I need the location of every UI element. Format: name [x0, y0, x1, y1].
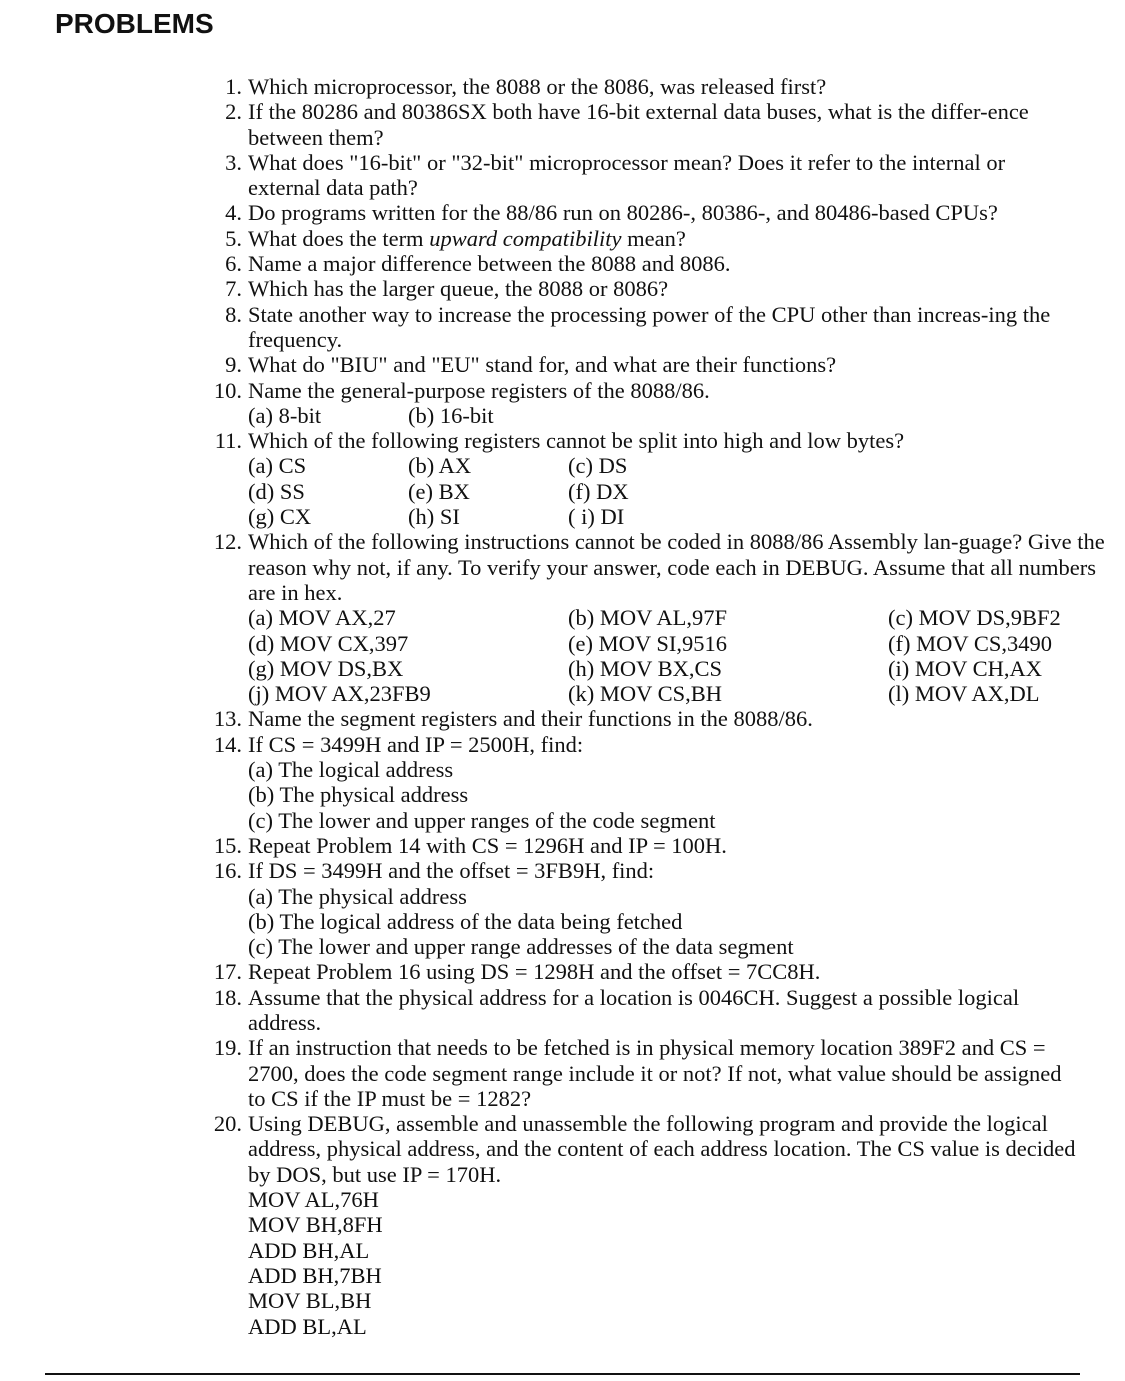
emphasis-term: upward compatibility — [429, 225, 622, 251]
problem-text — [248, 226, 1076, 251]
option: (j) MOV AX,23FB9 — [248, 681, 431, 707]
problem-20 — [196, 1111, 1076, 1339]
option: (k) MOV CS,BH — [568, 681, 722, 707]
problem-19 — [196, 1035, 1076, 1111]
option: (c) MOV DS,9BF2 — [888, 605, 1061, 631]
option: (g) MOV DS,BX — [248, 655, 404, 681]
option: (e) MOV SI,9516 — [568, 630, 727, 656]
problem-number: 19. — [213, 1035, 242, 1061]
sub-item: (a) The physical address — [248, 883, 467, 909]
option-row — [248, 504, 1076, 529]
option-row — [248, 479, 1076, 504]
problem-text: What does "16-bit" or "32-bit" microprocessor mean? Does it refer to the internal or external data path? — [248, 149, 1006, 201]
problem-8 — [196, 302, 1076, 353]
problem-number: 3. — [225, 149, 242, 175]
option: (c) DS — [568, 453, 628, 479]
problem-text: Which microprocessor, the 8088 or the 8086, was released first? — [248, 74, 827, 99]
option: (f) MOV CS,3490 — [888, 630, 1052, 656]
option-row — [248, 681, 1108, 706]
problem-text: State another way to increase the processing power of the CPU other than increas-ing the frequency. — [248, 301, 1051, 352]
code-line: ADD BL,AL — [248, 1313, 367, 1339]
problem-14 — [196, 732, 1076, 833]
problem-6 — [196, 251, 1076, 276]
problem-number: 8. — [225, 301, 242, 327]
code-line: MOV AL,76H — [248, 1187, 379, 1213]
problem-text: Name the segment registers and their functions in the 8088/86. — [248, 706, 813, 732]
option: (a) 8-bit — [248, 402, 322, 428]
option-row — [248, 605, 1108, 630]
problem-number: 14. — [213, 731, 242, 757]
sub-item: (b) The logical address of the data being fetched — [248, 908, 683, 934]
option: (h) SI — [408, 504, 460, 530]
problem-text: Which of the following registers cannot be split into high and low bytes? — [248, 428, 905, 454]
problem-3 — [196, 150, 1076, 201]
problem-1 — [196, 74, 1076, 99]
problem-9 — [196, 352, 1076, 377]
problem-11 — [196, 428, 1076, 529]
code-line: ADD BH,7BH — [248, 1262, 382, 1288]
problem-17 — [196, 959, 1076, 984]
option: (b) AX — [408, 453, 472, 479]
problem-2 — [196, 99, 1076, 150]
problem-text: Using DEBUG, assemble and unassemble the following program and provide the logical address, physical address, and the content of each address location. The CS value is decided by DOS, but use IP = 170H. — [248, 1111, 1076, 1187]
problem-16 — [196, 858, 1076, 959]
problem-number: 16. — [213, 858, 242, 884]
option-row — [248, 656, 1108, 681]
sub-item: (a) The logical address — [248, 757, 454, 783]
problem-text: Which has the larger queue, the 8088 or 8086? — [248, 276, 669, 302]
problem-number: 7. — [225, 276, 242, 302]
problem-number: 20. — [213, 1111, 242, 1137]
problem-5 — [196, 226, 1076, 251]
problem-text: Do programs written for the 88/86 run on 80286-, 80386-, and 80486-based CPUs? — [248, 200, 998, 226]
problem-number: 15. — [213, 832, 242, 858]
page-title: PROBLEMS — [55, 8, 214, 39]
problem-number: 5. — [225, 225, 242, 251]
code-line: ADD BH,AL — [248, 1237, 370, 1263]
option-row — [248, 403, 1076, 428]
problem-number: 2. — [225, 99, 242, 125]
problem-number: 10. — [213, 377, 242, 403]
problem-text: If the 80286 and 80386SX both have 16-bit external data buses, what is the differ-ence between them? — [248, 99, 1029, 150]
option: (e) BX — [408, 478, 470, 504]
problem-12 — [196, 529, 1105, 707]
problem-18 — [196, 985, 1076, 1036]
problem-text: If DS = 3499H and the offset = 3FB9H, find: — [248, 858, 655, 884]
text-segment: mean? — [621, 225, 686, 251]
problem-number: 12. — [213, 529, 242, 555]
sub-item: (c) The lower and upper range addresses of the data segment — [248, 934, 794, 960]
option: (d) MOV CX,397 — [248, 630, 409, 656]
problem-10 — [196, 378, 1076, 429]
option-row — [248, 631, 1108, 656]
option-row — [248, 453, 1076, 478]
problem-text: Which of the following instructions cannot be coded in 8088/86 Assembly lan-guage? Give the reason why not, if any. To verify your answer, code each in DEBUG. Assume that all numbers are in hex. — [248, 529, 1105, 605]
code-line: MOV BL,BH — [248, 1288, 372, 1314]
problem-number: 13. — [213, 706, 242, 732]
problem-number: 18. — [213, 984, 242, 1010]
option: (a) CS — [248, 453, 307, 479]
problem-text: Name a major difference between the 8088 and 8086. — [248, 251, 731, 277]
problem-text: What do "BIU" and "EU" stand for, and what are their functions? — [248, 352, 837, 378]
problem-text: Repeat Problem 14 with CS = 1296H and IP = 100H. — [248, 832, 727, 858]
problem-number: 4. — [225, 200, 242, 226]
sub-item: (b) The physical address — [248, 782, 469, 808]
option: (l) MOV AX,DL — [888, 681, 1040, 707]
text-segment: What does the term — [248, 225, 430, 251]
problem-7 — [196, 276, 1076, 301]
option: (h) MOV BX,CS — [568, 655, 722, 681]
problem-number: 11. — [214, 428, 242, 454]
problem-number: 9. — [225, 352, 242, 378]
option: (a) MOV AX,27 — [248, 605, 396, 631]
option: (g) CX — [248, 504, 312, 530]
option: (b) 16-bit — [408, 402, 494, 428]
option: (d) SS — [248, 478, 305, 504]
option: (f) DX — [568, 478, 629, 504]
footer-divider — [45, 1373, 1080, 1375]
code-line: MOV BH,8FH — [248, 1212, 383, 1238]
problem-4 — [196, 200, 1076, 225]
problem-13 — [196, 706, 1076, 731]
problem-number: 1. — [225, 74, 242, 99]
problem-text: If CS = 3499H and IP = 2500H, find: — [248, 731, 584, 757]
option: (i) MOV CH,AX — [888, 655, 1042, 681]
problem-number: 6. — [225, 251, 242, 277]
problem-number: 17. — [213, 959, 242, 985]
problem-list — [196, 74, 1105, 1339]
problem-text: If an instruction that needs to be fetched is in physical memory location 389F2 and CS = 2700, does the code segment range include it or not? If not, what value should be assigned to CS if the IP must be = 1282? — [248, 1035, 1062, 1111]
sub-item: (c) The lower and upper ranges of the code segment — [248, 807, 716, 833]
problem-text: Name the general-purpose registers of the 8088/86. — [248, 377, 710, 403]
problem-text: Repeat Problem 16 using DS = 1298H and the offset = 7CC8H. — [248, 959, 821, 985]
problem-15 — [196, 833, 1076, 858]
option: (b) MOV AL,97F — [568, 605, 727, 631]
option: ( i) DI — [568, 504, 625, 530]
problem-text: Assume that the physical address for a location is 0046CH. Suggest a possible logical address. — [248, 984, 1020, 1035]
